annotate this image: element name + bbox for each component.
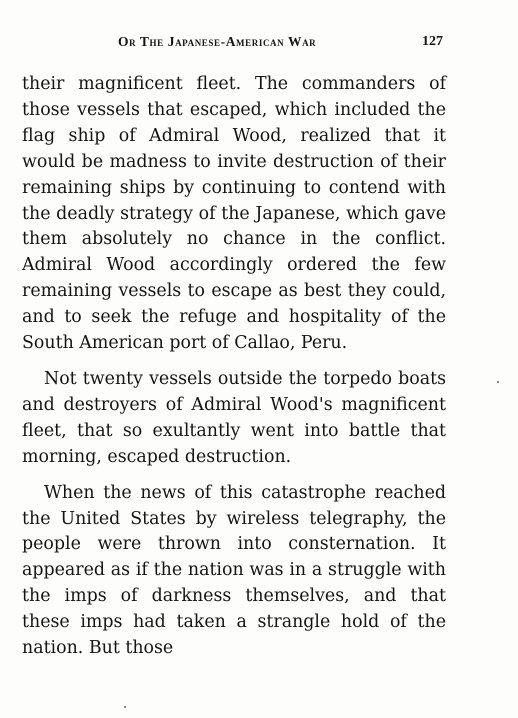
paragraph-3: When the news of this catastrophe reached the United States by wireless telegraphy, the people were thrown into consternation. It appeared as if the nation was in a struggle with the imps of darkness themselves, and that these imps had taken a strangle hold of the nation. But those	[22, 482, 446, 659]
print-speck	[497, 381, 499, 383]
paragraph-1: their magnificent fleet. The commanders of those vessels that escaped, which included the flag ship of Admiral Wood, realized that it would be madness to invite destruction of their remaining ships by continuing to contend with the deadly strategy of the Japanese, which gave them absolutely no chance in the conflict. Admiral Wood accordingly ordered the few remaining vessels to escape as best they could, and to seek the refuge and hospitality of the South American port of Callao, Peru.	[22, 74, 446, 354]
running-head	[0, 34, 518, 54]
body-text	[22, 72, 446, 672]
running-title: Or The Japanese-American War	[118, 34, 317, 49]
print-speck	[124, 706, 126, 708]
page-number: 127	[422, 34, 443, 49]
paragraph-2: Not twenty vessels outside the torpedo boats and destroyers of Admiral Wood's magnificent fleet, that so exultantly went into battle that morning, escaped destruction.	[22, 368, 446, 467]
